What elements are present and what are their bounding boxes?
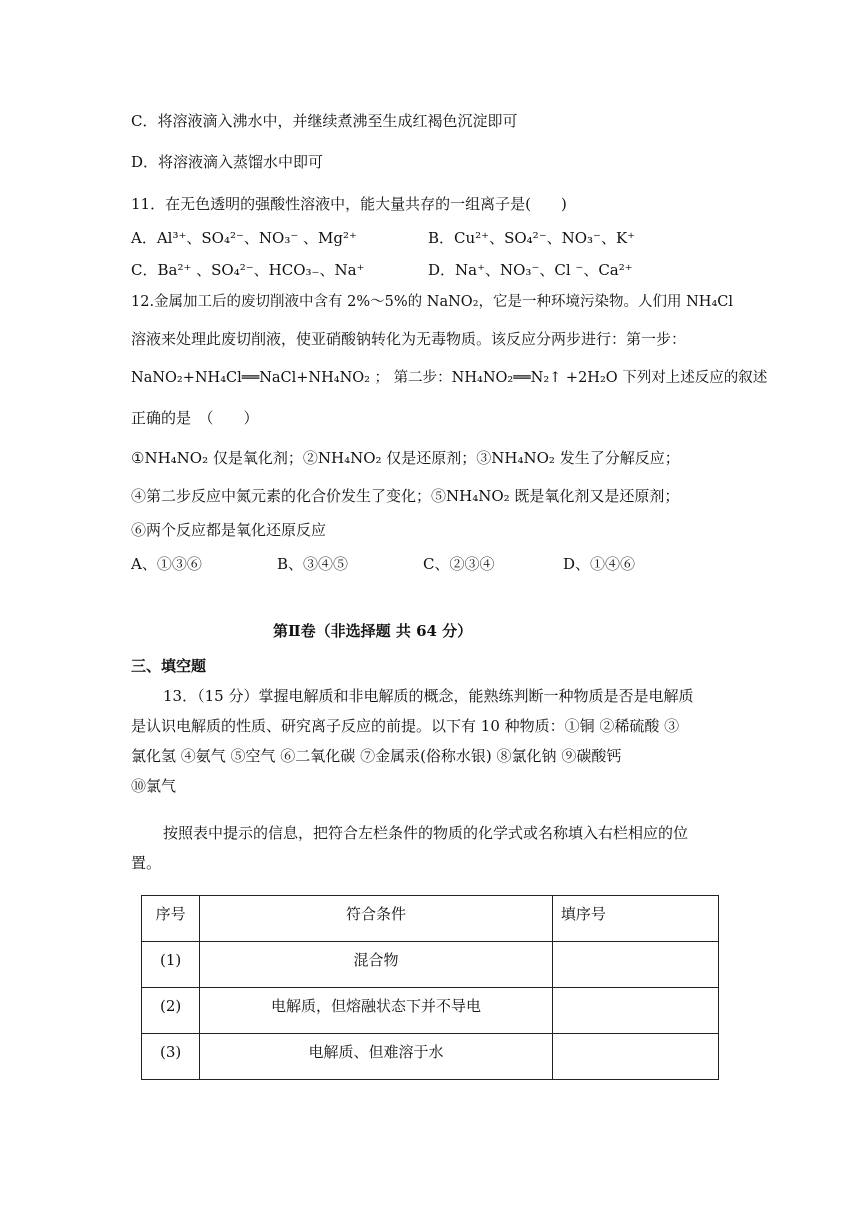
- table-row: [142, 942, 719, 988]
- q12-option-d: D、①④⑥: [563, 555, 636, 573]
- q12-line-3: NaNO₂+NH₄Cl══NaCl+NH₄NO₂ ； 第二步：NH₄NO₂══N₂↑ +2H₂O 下列对上述反应的叙述: [131, 370, 768, 386]
- row-index: (1): [142, 942, 200, 988]
- row-condition: 电解质，但熔融状态下并不导电: [200, 988, 553, 1034]
- table-header-row: [142, 896, 719, 942]
- header-index: 序号: [142, 896, 200, 942]
- q12-statement-2: ④第二步反应中氮元素的化合价发生了变化；⑤NH₄NO₂ 既是氧化剂又是还原剂；: [131, 487, 680, 505]
- q10-option-d: D．将溶液滴入蒸馏水中即可: [131, 153, 324, 171]
- q11-option-c: C．Ba²⁺ 、SO₄²⁻、HCO₃₋、Na⁺: [131, 261, 365, 279]
- section-3-heading: 三、填空题: [131, 657, 207, 675]
- q11-stem: 11．在无色透明的强酸性溶液中，能大量共存的一组离子是( ): [131, 195, 567, 213]
- q12-option-a: A、①③⑥: [131, 555, 202, 573]
- q13-line-4: ⑩氯气: [131, 777, 177, 795]
- q13-line-2: 是认识电解质的性质、研究离子反应的前提。以下有 10 种物质：①铜 ②稀硫酸 ③: [131, 717, 680, 735]
- header-answer: 填序号: [552, 896, 718, 942]
- q13-instruction-2: 置。: [131, 854, 162, 872]
- row-index: (2): [142, 988, 200, 1034]
- q13-line-1: 13．（15 分）掌握电解质和非电解质的概念，能熟练判断一种物质是否是电解质: [163, 687, 694, 705]
- row-index: (3): [142, 1034, 200, 1080]
- row-condition: 电解质、但难溶于水: [200, 1034, 553, 1080]
- q12-option-c: C、②③④: [423, 555, 495, 573]
- header-condition: 符合条件: [200, 896, 553, 942]
- answer-cell[interactable]: [552, 988, 718, 1034]
- q12-line-1: 12.金属加工后的废切削液中含有 2%～5%的 NaNO₂，它是一种环境污染物。人们用 NH₄Cl: [131, 294, 733, 310]
- table-row: [142, 988, 719, 1034]
- q13-line-3: 氯化氢 ④氨气 ⑤空气 ⑥二氧化碳 ⑦金属汞(俗称水银) ⑧氯化钠 ⑨碳酸钙: [131, 747, 622, 765]
- answer-table: [141, 895, 719, 1080]
- q11-option-d: D．Na⁺、NO₃⁻、Cl ⁻、Ca²⁺: [428, 261, 633, 279]
- q12-line-2: 溶液来处理此废切削液，使亚硝酸钠转化为无毒物质。该反应分两步进行：第一步：: [131, 330, 687, 348]
- q13-instruction-1: 按照表中提示的信息，把符合左栏条件的物质的化学式或名称填入右栏相应的位: [163, 824, 689, 842]
- table-row: [142, 1034, 719, 1080]
- q12-line-4: 正确的是 （ ）: [131, 409, 259, 427]
- answer-cell[interactable]: [552, 1034, 718, 1080]
- q11-option-a: A．Al³⁺、SO₄²⁻、NO₃⁻ 、Mg²⁺: [131, 229, 357, 247]
- q10-option-c: C．将溶液滴入沸水中，并继续煮沸至生成红褐色沉淀即可: [131, 112, 518, 130]
- answer-cell[interactable]: [552, 942, 718, 988]
- row-condition: 混合物: [200, 942, 553, 988]
- q11-option-b: B．Cu²⁺、SO₄²⁻、NO₃⁻、K⁺: [428, 229, 636, 247]
- q12-statement-3: ⑥两个反应都是氧化还原反应: [131, 521, 327, 539]
- q12-statement-1: ①NH₄NO₂ 仅是氧化剂；②NH₄NO₂ 仅是还原剂；③NH₄NO₂ 发生了分解反应；: [131, 449, 680, 467]
- section-2-title: 第Ⅱ卷（非选择题 共 64 分）: [273, 622, 473, 640]
- q12-option-b: B、③④⑤: [277, 555, 349, 573]
